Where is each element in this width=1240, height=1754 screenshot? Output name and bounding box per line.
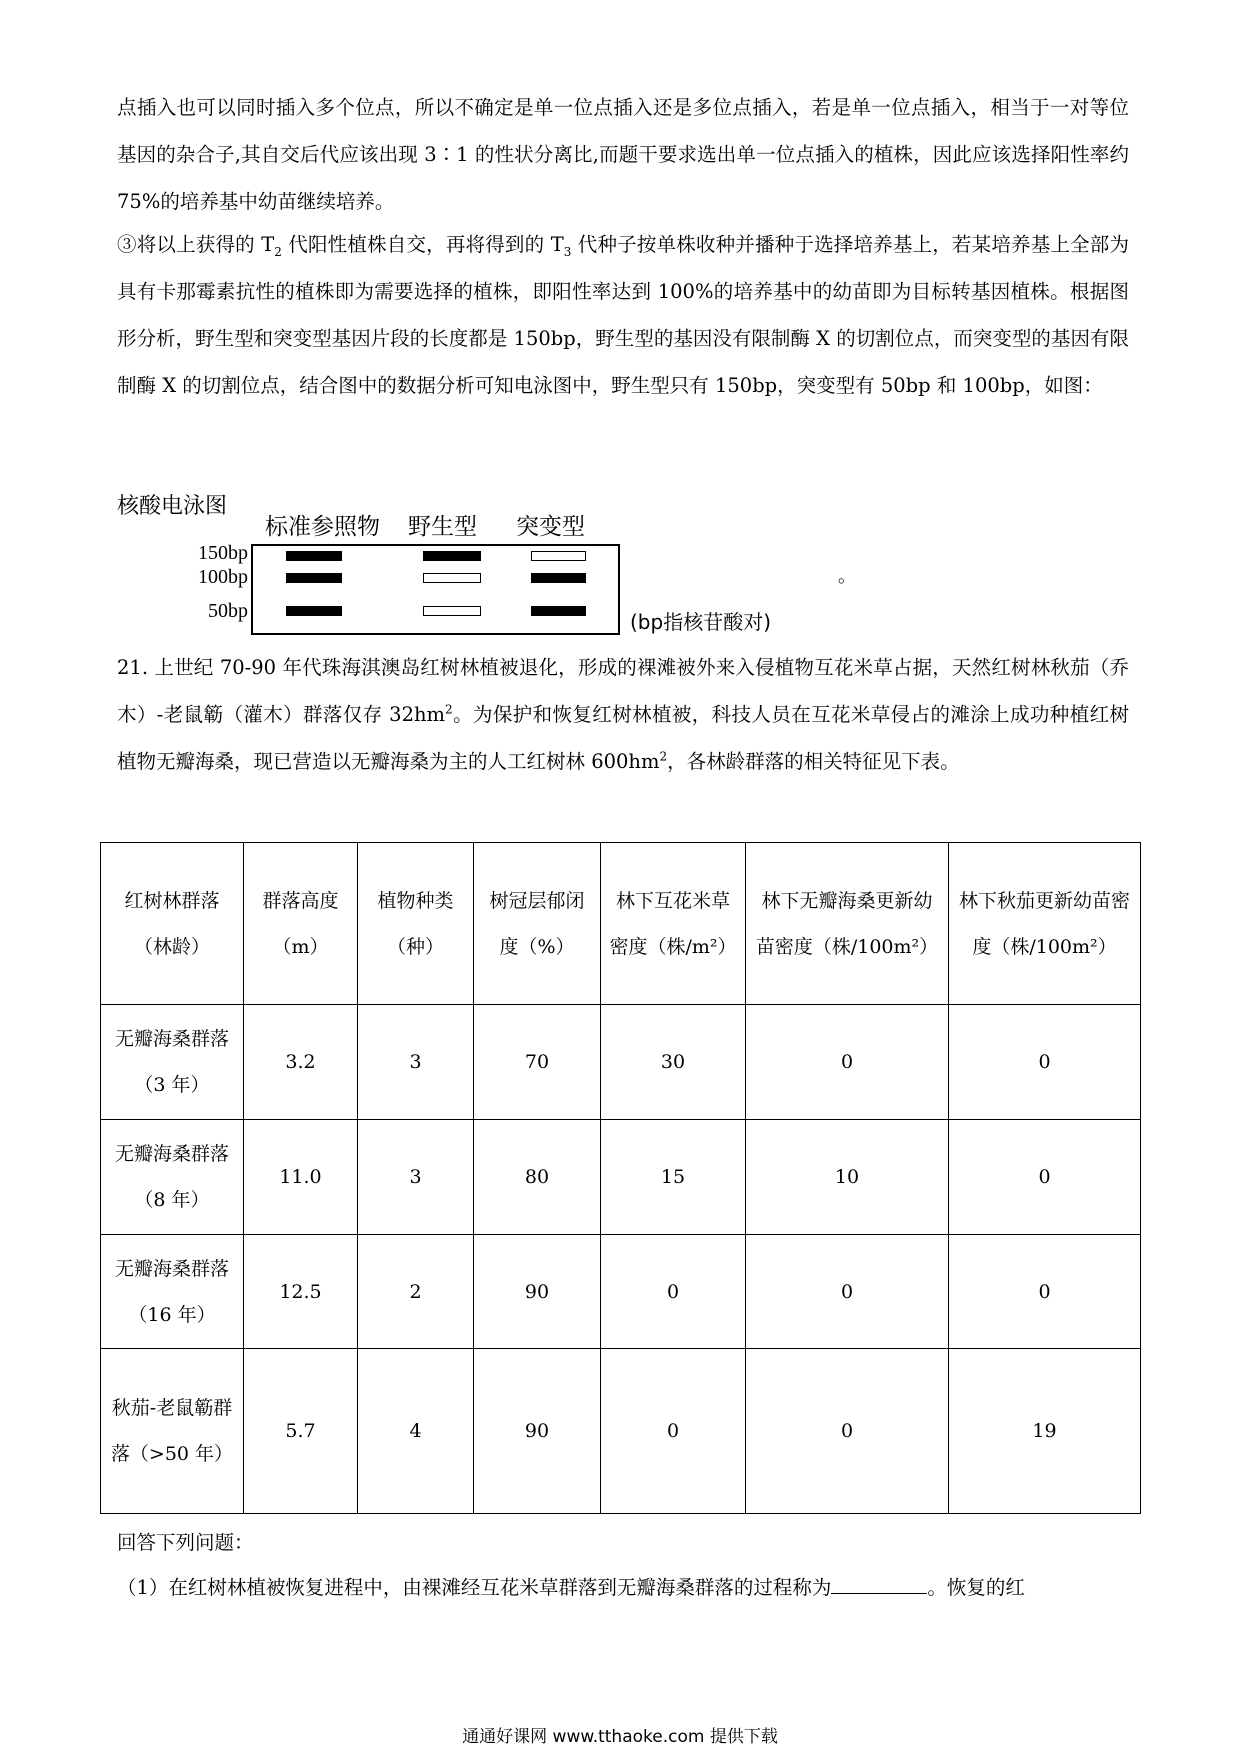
table-cell: 0 xyxy=(949,1235,1141,1349)
p2-sub-1: 2 xyxy=(274,244,282,259)
table-header-cell: 群落高度（m） xyxy=(244,843,358,1005)
table-header-row xyxy=(101,843,1141,1005)
table-cell: 70 xyxy=(474,1005,601,1120)
gel-note: (bp指核苷酸对) xyxy=(630,610,771,634)
paragraph-analysis-1: 点插入也可以同时插入多个位点，所以不确定是单一位点插入还是多位点插入，若是单一位点插入，相当于一对等位基因的杂合子,其自交后代应该出现 3∶1 的性状分离比,而题干要求选出单一位点插入的植株，因此应该选择阳性率约 75%的培养基中幼苗继续培养。 xyxy=(117,96,1129,213)
answer-blank[interactable] xyxy=(831,1571,927,1594)
table-cell: 10 xyxy=(746,1120,949,1235)
band-wildtype-50 xyxy=(423,606,481,616)
table-cell: 4 xyxy=(358,1349,474,1514)
band-mutant-50 xyxy=(531,606,586,616)
gel-column-wildtype: 野生型 xyxy=(408,514,477,540)
band-mutant-150 xyxy=(531,551,586,561)
table-cell: 无瓣海桑群落（8 年） xyxy=(101,1120,244,1235)
table-cell: 2 xyxy=(358,1235,474,1349)
table-cell: 90 xyxy=(474,1349,601,1514)
band-wildtype-150 xyxy=(423,551,481,561)
p2-text-c: 代种子按单株收种并播种于选择培养基上，若某培养基上全部为具有卡那霉素抗性的植株即为需要选择的植株，即阳性率达到 100%的培养基中的幼苗即为目标转基因植株。根据图形分析，野生型和突变型基因片段的长度都是 150bp，野生型的基因没有限制酶 X 的切割位点，而突变型的基因有限制酶 X 的切割位点，结合图中的数据分析可知电泳图中，野生型只有 150bp，突变型有 50bp 和 100bp，如图： xyxy=(117,233,1129,397)
q21-sup-1: 2 xyxy=(445,702,453,717)
q1-text-b: 。恢复的红 xyxy=(927,1576,1025,1599)
table-cell: 90 xyxy=(474,1235,601,1349)
table-row xyxy=(101,1235,1141,1349)
gel-size-label-100: 100bp xyxy=(198,566,248,588)
table-header-cell: 林下互花米草密度（株/m²） xyxy=(601,843,746,1005)
p2-text-b: 代阳性植株自交，再将得到的 T xyxy=(281,233,564,256)
gel-size-label-150: 150bp xyxy=(198,542,248,564)
table-cell: 3.2 xyxy=(244,1005,358,1120)
band-standard-50 xyxy=(286,606,342,616)
gel-trailing-mark: 。 xyxy=(838,566,856,587)
paragraph-analysis-2 xyxy=(117,221,1129,409)
table-header-cell: 红树林群落（林龄） xyxy=(101,843,244,1005)
table-cell: 11.0 xyxy=(244,1120,358,1235)
table-header-cell: 林下秋茄更新幼苗密度（株/100m²） xyxy=(949,843,1141,1005)
table-cell: 无瓣海桑群落（16 年） xyxy=(101,1235,244,1349)
band-standard-150 xyxy=(286,551,342,561)
table-row xyxy=(101,1349,1141,1514)
table-cell: 30 xyxy=(601,1005,746,1120)
p2-sub-2: 3 xyxy=(563,244,572,259)
table-cell: 19 xyxy=(949,1349,1141,1514)
table-cell: 3 xyxy=(358,1120,474,1235)
band-standard-100 xyxy=(286,573,342,583)
band-wildtype-100 xyxy=(423,573,481,583)
gel-title: 核酸电泳图 xyxy=(117,494,228,519)
table-cell: 0 xyxy=(601,1349,746,1514)
gel-size-label-50: 50bp xyxy=(208,600,248,622)
q1-text-a: （1）在红树林植被恢复进程中，由裸滩经互花米草群落到无瓣海桑群落的过程称为 xyxy=(117,1576,832,1599)
page-footer: 通通好课网 www.tthaoke.com 提供下载 xyxy=(462,1727,778,1747)
answer-intro: 回答下列问题： xyxy=(117,1531,254,1554)
table-header-cell: 林下无瓣海桑更新幼苗密度（株/100m²） xyxy=(746,843,949,1005)
question-21 xyxy=(117,644,1129,785)
table-cell: 0 xyxy=(949,1120,1141,1235)
table-cell: 0 xyxy=(949,1005,1141,1120)
table-cell: 15 xyxy=(601,1120,746,1235)
q21-text-a: 21. 上世纪 70-90 年代珠海淇澳岛红树林植被退化，形成的裸滩被外来入侵植物互花米草占据，天然红树林秋茄（乔木）-老鼠簕（灌木）群落仅存 32hm xyxy=(117,656,1129,726)
gel-box xyxy=(251,544,620,635)
table-cell: 80 xyxy=(474,1120,601,1235)
table-cell: 12.5 xyxy=(244,1235,358,1349)
q21-sup-2: 2 xyxy=(659,749,668,764)
table-cell: 0 xyxy=(746,1005,949,1120)
table-row xyxy=(101,1005,1141,1120)
band-mutant-100 xyxy=(531,573,586,583)
mangrove-community-table xyxy=(100,842,1141,1514)
table-cell: 3 xyxy=(358,1005,474,1120)
q21-text-b: 。为保护和恢复红树林植被，科技人员在互花米草侵占的滩涂上成功种植红树植物无瓣海桑，现已营造以无瓣海桑为主的人工红树林 600hm xyxy=(117,703,1129,773)
table-row xyxy=(101,1120,1141,1235)
table-cell: 0 xyxy=(601,1235,746,1349)
table-header-cell: 植物种类（种） xyxy=(358,843,474,1005)
table-cell: 无瓣海桑群落（3 年） xyxy=(101,1005,244,1120)
table-cell: 0 xyxy=(746,1349,949,1514)
q21-text-c: ，各林龄群落的相关特征见下表。 xyxy=(667,750,960,773)
p2-text-a: ③将以上获得的 T xyxy=(117,233,275,256)
gel-column-mutant: 突变型 xyxy=(516,514,585,540)
question-part-1 xyxy=(117,1564,1129,1611)
table-cell: 秋茄-老鼠簕群落（>50 年） xyxy=(101,1349,244,1514)
gel-column-standard: 标准参照物 xyxy=(265,514,380,540)
table-header-cell: 树冠层郁闭度（%） xyxy=(474,843,601,1005)
table-cell: 5.7 xyxy=(244,1349,358,1514)
table-cell: 0 xyxy=(746,1235,949,1349)
